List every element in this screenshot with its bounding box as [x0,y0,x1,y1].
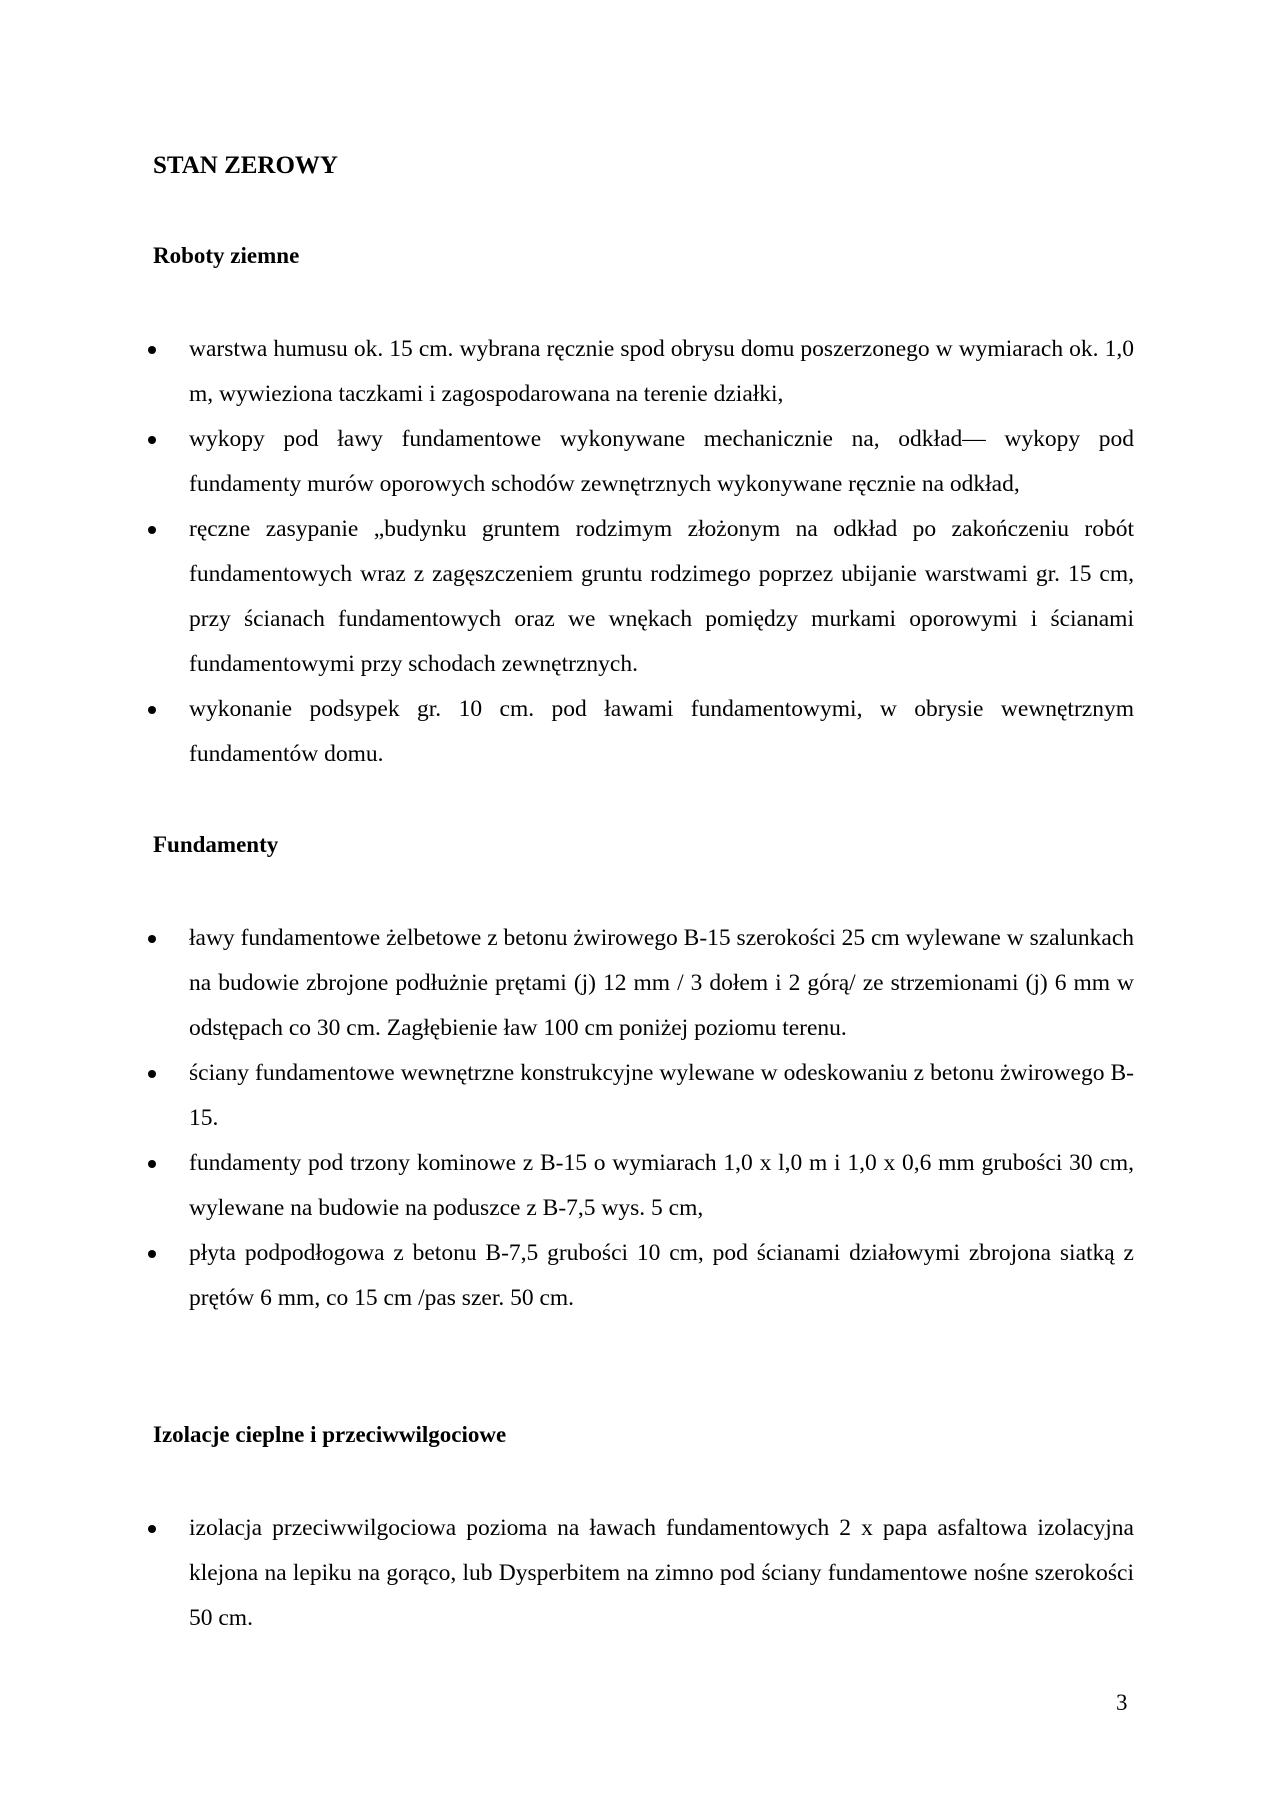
page-title: STAN ZEROWY [153,152,338,179]
list-item: ręczne zasypanie „budynku gruntem rodzimym złożonym na odkład po zakończeniu robót fundamentowych wraz z zagęszczeniem gruntu rodzimego poprzez ubijanie warstwami gr. 15 cm, przy ścianach fundamentowych oraz we wnękach pomiędzy murkami oporowymi i ścianami fundamentowymi przy schodach zewnętrznych. [148,507,1134,687]
bullet-list-izolacje [148,1506,1134,1641]
section-title-fundamenty: Fundamenty [153,832,279,857]
section-title-izolacje: Izolacje cieplne i przeciwwilgociowe [153,1422,507,1447]
list-item: ściany fundamentowe wewnętrzne konstrukcyjne wylewane w odeskowaniu z betonu żwirowego B-15. [148,1051,1134,1141]
page-number: 3 [1116,1690,1128,1715]
section-title-roboty-ziemne: Roboty ziemne [153,243,300,268]
list-item: ławy fundamentowe żelbetowe z betonu żwirowego B-15 szerokości 25 cm wylewane w szalunkach na budowie zbrojone podłużnie prętami (j) 12 mm / 3 dołem i 2 górą/ ze strzemionami (j) 6 mm w odstępach co 30 cm. Zagłębienie ław 100 cm poniżej poziomu terenu. [148,916,1134,1051]
bullet-list-fundamenty [148,916,1134,1321]
bullet-list-roboty-ziemne [148,327,1134,777]
list-item: wykopy pod ławy fundamentowe wykonywane mechanicznie na, odkład— wykopy pod fundamenty murów oporowych schodów zewnętrznych wykonywane ręcznie na odkład, [148,417,1134,507]
list-item: warstwa humusu ok. 15 cm. wybrana ręcznie spod obrysu domu poszerzonego w wymiarach ok. 1,0 m, wywieziona taczkami i zagospodarowana na terenie działki, [148,327,1134,417]
list-item: izolacja przeciwwilgociowa pozioma na ławach fundamentowych 2 x papa asfaltowa izolacyjna klejona na lepiku na gorąco, lub Dysperbitem na zimno pod ściany fundamentowe nośne szerokości 50 cm. [148,1506,1134,1641]
list-item: płyta podpodłogowa z betonu B-7,5 grubości 10 cm, pod ścianami działowymi zbrojona siatką z prętów 6 mm, co 15 cm /pas szer. 50 cm. [148,1231,1134,1321]
list-item: wykonanie podsypek gr. 10 cm. pod ławami fundamentowymi, w obrysie wewnętrznym fundamentów domu. [148,687,1134,777]
list-item: fundamenty pod trzony kominowe z B-15 o wymiarach 1,0 x l,0 m i 1,0 x 0,6 mm grubości 30 cm, wylewane na budowie na poduszce z B-7,5 wys. 5 cm, [148,1141,1134,1231]
